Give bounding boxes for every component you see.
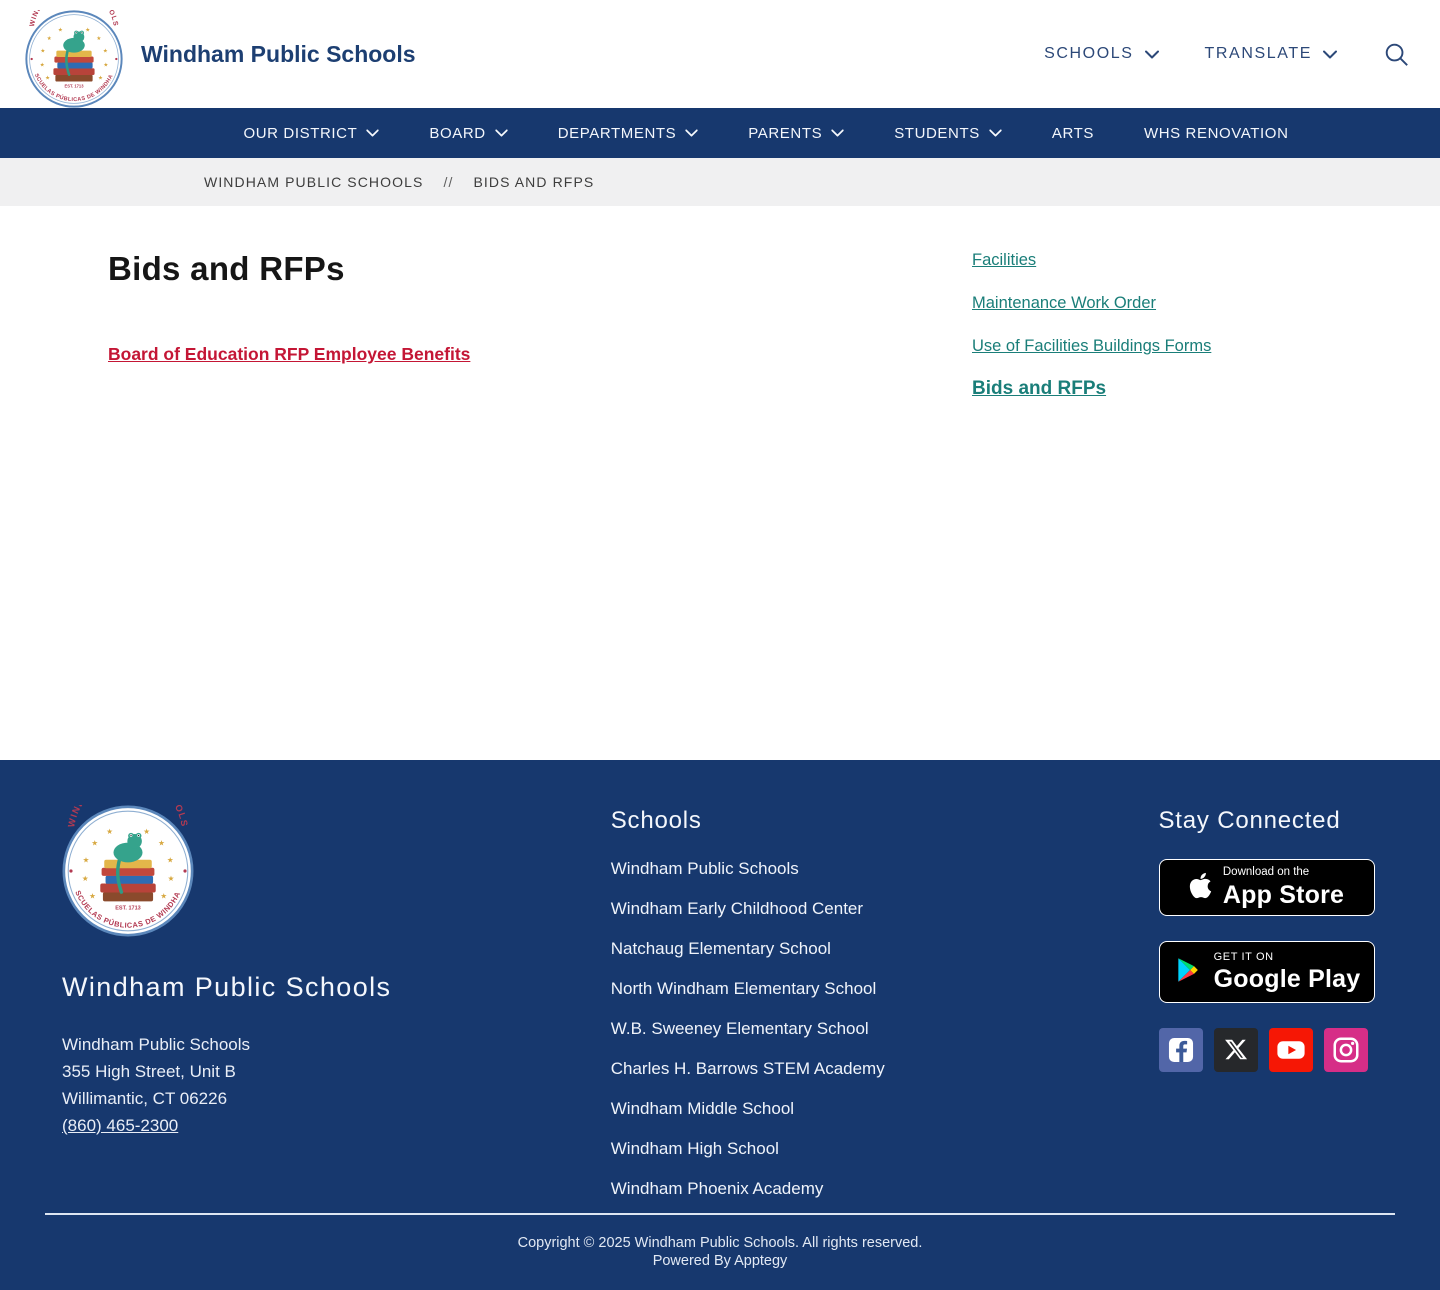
- nav-item[interactable]: DEPARTMENTS: [558, 125, 699, 142]
- header-dropdown-button[interactable]: TRANSLATE: [1205, 45, 1337, 63]
- footer-school-link[interactable]: Windham Middle School: [610, 1099, 795, 1118]
- chevron-down-icon: [1145, 50, 1159, 59]
- footer-schools-column: [611, 805, 1159, 1219]
- page-title: Bids and RFPs: [108, 250, 345, 287]
- facebook-icon[interactable]: [1159, 1028, 1203, 1072]
- chevron-down-icon: [495, 129, 508, 137]
- chevron-down-icon: [1323, 50, 1337, 59]
- footer-stay-connected-column: [1159, 805, 1379, 1219]
- footer-school-link[interactable]: Windham Phoenix Academy: [610, 1179, 824, 1198]
- breadcrumb-home[interactable]: WINDHAM PUBLIC SCHOOLS: [204, 174, 424, 190]
- footer-school-link[interactable]: Windham High School: [610, 1139, 779, 1158]
- address-line: Willimantic, CT 06226: [62, 1089, 228, 1108]
- footer-school-link[interactable]: North Windham Elementary School: [610, 979, 877, 998]
- nav-item[interactable]: OUR DISTRICT: [243, 125, 379, 142]
- breadcrumb-separator: //: [443, 174, 454, 190]
- district-seal-logo[interactable]: [25, 10, 123, 108]
- site-header: [0, 0, 1440, 108]
- google-play-badge[interactable]: [1159, 941, 1375, 1003]
- footer-address: [62, 1031, 611, 1139]
- footer-school-list: [611, 859, 1159, 1199]
- app-store-tagline: Download on the: [1222, 866, 1310, 879]
- chevron-down-icon: [831, 129, 844, 137]
- primary-nav-list: [243, 125, 1288, 142]
- stay-connected-title: Stay Connected: [1158, 807, 1341, 834]
- footer-district-column: [62, 805, 611, 1219]
- footer-legal: [0, 1235, 1440, 1270]
- footer-school-link[interactable]: Windham Early Childhood Center: [610, 899, 864, 918]
- footer-school-link[interactable]: W.B. Sweeney Elementary School: [610, 1019, 869, 1038]
- google-play-label: Google Play: [1213, 965, 1361, 993]
- header-menu: [1044, 45, 1337, 63]
- app-store-label: App Store: [1222, 880, 1345, 909]
- breadcrumb: [0, 158, 1440, 206]
- main-content: [0, 206, 1440, 760]
- rfp-document-link[interactable]: Board of Education RFP Employee Benefits: [108, 344, 471, 364]
- powered-by-text: Powered By Apptegy: [652, 1252, 788, 1269]
- footer-school-link[interactable]: Windham Public Schools: [610, 859, 799, 878]
- schools-column-title: Schools: [610, 807, 702, 834]
- youtube-icon[interactable]: [1269, 1028, 1313, 1072]
- site-title[interactable]: Windham Public Schools: [141, 40, 416, 67]
- breadcrumb-current: BIDS AND RFPS: [473, 174, 595, 190]
- x-twitter-icon[interactable]: [1214, 1028, 1258, 1072]
- instagram-icon[interactable]: [1324, 1028, 1368, 1072]
- sidebar-link[interactable]: Bids and RFPs: [972, 378, 1107, 399]
- nav-item[interactable]: STUDENTS: [894, 125, 1002, 142]
- header-utility-nav: [1044, 0, 1410, 108]
- sidebar-link[interactable]: Facilities: [972, 251, 1037, 269]
- address-line: Windham Public Schools: [62, 1035, 251, 1054]
- footer-school-link[interactable]: Charles H. Barrows STEM Academy: [610, 1059, 885, 1078]
- primary-nav: [0, 108, 1440, 158]
- sidebar-link[interactable]: Maintenance Work Order: [972, 294, 1157, 312]
- chevron-down-icon: [366, 129, 379, 137]
- app-store-badge[interactable]: [1159, 859, 1375, 916]
- page-body: [108, 206, 972, 760]
- nav-item[interactable]: ARTS: [1051, 124, 1094, 142]
- nav-item[interactable]: WHS RENOVATION: [1143, 124, 1289, 142]
- footer-phone-link[interactable]: (860) 465-2300: [62, 1116, 179, 1135]
- header-dropdown-button[interactable]: SCHOOLS: [1044, 45, 1158, 63]
- section-sidebar: [972, 206, 1332, 760]
- search-icon[interactable]: [1383, 41, 1410, 68]
- apple-icon: [1189, 871, 1212, 905]
- copyright-text: Copyright © 2025 Windham Public Schools. All rights reserved.: [517, 1235, 923, 1251]
- nav-item[interactable]: PARENTS: [748, 125, 844, 142]
- district-seal-logo-footer: [62, 805, 194, 937]
- footer-divider: [45, 1213, 1395, 1215]
- nav-item[interactable]: BOARD: [429, 125, 507, 142]
- sidebar-link[interactable]: Use of Facilities Buildings Forms: [972, 337, 1212, 355]
- site-footer: [0, 760, 1440, 1290]
- google-play-tagline: GET IT ON: [1213, 951, 1274, 963]
- footer-org-name: Windham Public Schools: [62, 972, 392, 1002]
- chevron-down-icon: [685, 129, 698, 137]
- address-line: 355 High Street, Unit B: [62, 1062, 236, 1081]
- footer-school-link[interactable]: Natchaug Elementary School: [610, 939, 831, 958]
- google-play-icon: [1173, 955, 1203, 990]
- social-links: [1159, 1028, 1379, 1072]
- chevron-down-icon: [989, 129, 1002, 137]
